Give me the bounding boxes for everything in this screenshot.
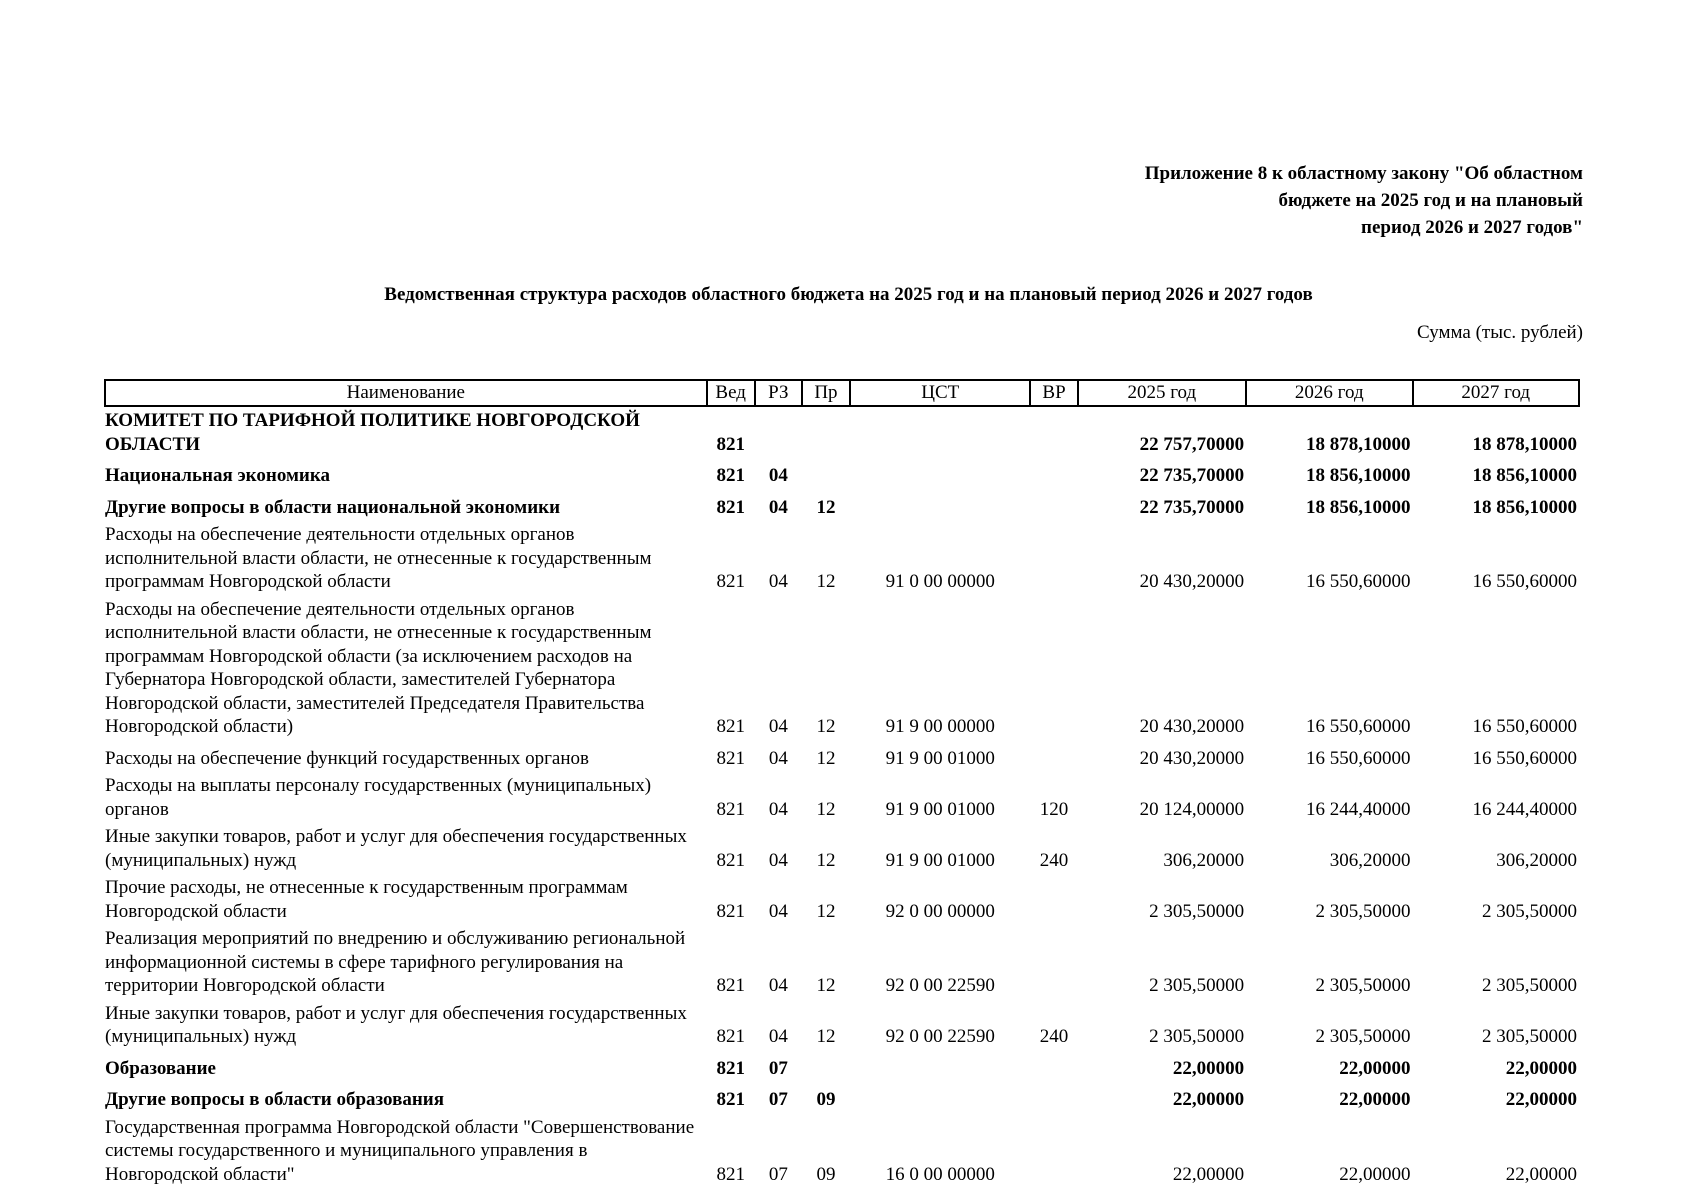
row-vr	[1030, 925, 1077, 1000]
row-ved: 821	[716, 747, 745, 769]
row-ved: 821	[716, 1057, 745, 1079]
table-row	[105, 925, 1579, 1000]
row-amount-2025: 306,20000	[1163, 849, 1245, 871]
row-rz: 04	[768, 465, 788, 486]
row-pr: 12	[816, 849, 836, 871]
appendix-line: Приложение 8 к областному закону "Об областном	[1144, 163, 1583, 184]
row-name: Расходы на обеспечение деятельности отдельных органов исполнительной власти области, не отнесенные к государственным программам Новгородской области	[105, 524, 652, 592]
row-cst: 91 9 00 01000	[885, 849, 995, 871]
row-amount-2026: 306,20000	[1329, 849, 1411, 871]
row-amount-2027: 16 550,60000	[1472, 716, 1577, 737]
row-name: Государственная программа Новгородской области "Совершенствование системы государственного и муниципального управления в Новгородской области"	[105, 1116, 695, 1185]
row-name: Расходы на обеспечение функций государственных органов	[105, 747, 589, 769]
row-cst: 91 9 00 00000	[885, 716, 995, 737]
row-amount-2027: 18 856,10000	[1472, 465, 1577, 486]
row-ved: 821	[716, 1026, 745, 1047]
row-amount-2026: 18 856,10000	[1306, 496, 1411, 518]
table-row	[105, 741, 1579, 773]
row-name: Иные закупки товаров, работ и услуг для обеспечения государственных (муниципальных) нужд	[105, 826, 687, 871]
row-vr	[1030, 1114, 1077, 1189]
row-pr	[802, 458, 850, 490]
row-pr: 12	[816, 1026, 836, 1047]
row-amount-2026: 18 878,10000	[1306, 433, 1411, 455]
row-pr: 12	[816, 496, 836, 518]
row-pr	[802, 1051, 850, 1083]
row-rz: 04	[768, 571, 788, 592]
row-amount-2027: 22,00000	[1505, 1089, 1577, 1110]
row-amount-2026: 16 244,40000	[1306, 798, 1411, 820]
table-row	[105, 772, 1579, 823]
row-name: Иные закупки товаров, работ и услуг для обеспечения государственных (муниципальных) нужд	[105, 1002, 687, 1047]
row-name: Национальная экономика	[105, 465, 331, 486]
row-amount-2027: 16 550,60000	[1472, 571, 1577, 592]
row-cst: 92 0 00 22590	[885, 975, 995, 996]
row-vr	[1030, 874, 1077, 925]
row-amount-2026: 22,00000	[1339, 1057, 1411, 1079]
appendix-note	[983, 160, 1583, 241]
row-vr	[1030, 521, 1077, 596]
row-vr	[1030, 741, 1077, 773]
row-ved: 821	[716, 1089, 745, 1110]
row-amount-2027: 16 550,60000	[1472, 747, 1577, 769]
table-row	[105, 874, 1579, 925]
units-label: Сумма (тыс. рублей)	[1417, 322, 1583, 343]
row-amount-2026: 22,00000	[1339, 1089, 1411, 1110]
table-row	[105, 1114, 1579, 1189]
row-vr	[1030, 490, 1077, 522]
row-amount-2025: 2 305,50000	[1149, 900, 1245, 922]
row-amount-2027: 18 878,10000	[1472, 433, 1577, 455]
column-header-2025: 2025 год	[1078, 380, 1246, 406]
row-amount-2027: 22,00000	[1505, 1057, 1577, 1079]
row-ved: 821	[716, 798, 745, 820]
row-cst: 91 9 00 01000	[885, 747, 995, 769]
column-header-vr: ВР	[1030, 380, 1077, 406]
row-vr	[1030, 406, 1077, 458]
row-amount-2026: 18 856,10000	[1306, 465, 1411, 486]
row-rz: 07	[768, 1163, 788, 1185]
row-ved: 821	[716, 496, 745, 518]
row-rz: 04	[768, 716, 788, 737]
row-cst: 92 0 00 00000	[885, 900, 995, 922]
table-row	[105, 1051, 1579, 1083]
row-cst: 92 0 00 22590	[885, 1026, 995, 1047]
row-vr	[1030, 1082, 1077, 1114]
row-amount-2025: 20 430,20000	[1139, 716, 1245, 737]
row-name: КОМИТЕТ ПО ТАРИФНОЙ ПОЛИТИКЕ НОВГОРОДСКОЙ ОБЛАСТИ	[105, 410, 640, 455]
row-amount-2027: 2 305,50000	[1482, 900, 1577, 922]
row-rz: 04	[768, 849, 788, 871]
row-amount-2027: 2 305,50000	[1482, 1026, 1577, 1047]
row-rz: 04	[768, 496, 788, 518]
row-amount-2027: 22,00000	[1505, 1163, 1577, 1185]
table-row	[105, 521, 1579, 596]
row-rz: 04	[768, 747, 788, 769]
appendix-line: период 2026 и 2027 годов"	[1361, 217, 1583, 238]
row-rz: 04	[768, 798, 788, 820]
row-vr: 120	[1039, 798, 1069, 820]
row-name: Другие вопросы в области образования	[105, 1089, 445, 1110]
row-amount-2025: 2 305,50000	[1149, 1026, 1245, 1047]
row-amount-2026: 16 550,60000	[1306, 571, 1411, 592]
row-name: Образование	[105, 1057, 216, 1079]
row-pr	[802, 406, 850, 458]
column-header-2026: 2026 год	[1246, 380, 1412, 406]
row-amount-2027: 16 244,40000	[1472, 798, 1577, 820]
row-amount-2025: 22 757,70000	[1139, 433, 1245, 455]
row-ved: 821	[716, 433, 745, 455]
column-header-ved: Вед	[707, 380, 755, 406]
row-ved: 821	[716, 716, 745, 737]
row-amount-2026: 2 305,50000	[1315, 900, 1411, 922]
table-row	[105, 406, 1579, 458]
row-amount-2025: 22,00000	[1172, 1163, 1245, 1185]
row-name: Реализация мероприятий по внедрению и обслуживанию региональной информационной системы в сфере тарифного регулирования на территории Новгородской области	[105, 928, 686, 996]
row-rz: 07	[768, 1057, 788, 1079]
row-ved: 821	[716, 900, 745, 922]
row-rz	[755, 406, 802, 458]
table-row	[105, 1082, 1579, 1114]
column-header-2027: 2027 год	[1413, 380, 1580, 406]
table-row	[105, 458, 1579, 490]
row-cst: 91 0 00 00000	[885, 571, 995, 592]
table-row	[105, 596, 1579, 741]
row-amount-2025: 22 735,70000	[1139, 465, 1245, 486]
row-cst: 91 9 00 01000	[885, 798, 995, 820]
row-name: Другие вопросы в области национальной экономики	[105, 496, 561, 518]
row-cst	[850, 458, 1030, 490]
row-amount-2026: 16 550,60000	[1306, 716, 1411, 737]
row-name: Расходы на обеспечение деятельности отдельных органов исполнительной власти области, не отнесенные к государственным программам Новгородской области (за исключением расходов на Губернатора Новгородской области, заместителей Губернатора Новгородской области, заместителей Председателя Правительства Новгородской области)	[105, 598, 652, 737]
row-name: Прочие расходы, не отнесенные к государственным программам Новгородской области	[105, 877, 628, 922]
document-title: Ведомственная структура расходов областного бюджета на 2025 год и на плановый период 2026 и 2027 годов	[384, 284, 1313, 305]
budget-table	[104, 379, 1580, 1188]
row-ved: 821	[716, 571, 745, 592]
table-row	[105, 1000, 1579, 1051]
row-pr: 09	[816, 1089, 836, 1110]
row-name: Расходы на выплаты персоналу государственных (муниципальных) органов	[105, 775, 652, 820]
table-row	[105, 823, 1579, 874]
row-amount-2025: 22,00000	[1172, 1089, 1245, 1110]
row-cst	[850, 1082, 1030, 1114]
row-ved: 821	[716, 849, 745, 871]
row-vr	[1030, 1051, 1077, 1083]
row-cst: 16 0 00 00000	[885, 1163, 995, 1185]
row-amount-2025: 20 124,00000	[1139, 798, 1245, 820]
row-cst	[850, 1051, 1030, 1083]
row-amount-2026: 16 550,60000	[1306, 747, 1411, 769]
appendix-line: бюджете на 2025 год и на плановый	[1278, 190, 1583, 211]
row-ved: 821	[716, 975, 745, 996]
column-header-rz: РЗ	[755, 380, 802, 406]
table-header-row	[105, 380, 1579, 406]
row-rz: 04	[768, 1026, 788, 1047]
row-pr: 09	[816, 1163, 836, 1185]
row-amount-2025: 22,00000	[1172, 1057, 1245, 1079]
row-amount-2026: 22,00000	[1339, 1163, 1411, 1185]
row-amount-2027: 2 305,50000	[1482, 975, 1577, 996]
row-ved: 821	[716, 465, 745, 486]
row-pr: 12	[816, 571, 836, 592]
row-rz: 04	[768, 975, 788, 996]
row-pr: 12	[816, 975, 836, 996]
column-header-pr: Пр	[802, 380, 850, 406]
row-amount-2026: 2 305,50000	[1315, 975, 1411, 996]
table-row	[105, 490, 1579, 522]
row-amount-2026: 2 305,50000	[1315, 1026, 1411, 1047]
row-rz: 04	[768, 900, 788, 922]
row-cst	[850, 490, 1030, 522]
row-pr: 12	[816, 716, 836, 737]
column-header-name: Наименование	[105, 380, 707, 406]
row-amount-2027: 306,20000	[1496, 849, 1577, 871]
row-ved: 821	[716, 1163, 745, 1185]
row-vr: 240	[1039, 849, 1069, 871]
row-amount-2025: 22 735,70000	[1139, 496, 1245, 518]
row-rz: 07	[768, 1089, 788, 1110]
row-amount-2027: 18 856,10000	[1472, 496, 1577, 518]
row-pr: 12	[816, 798, 836, 820]
column-header-cst: ЦСТ	[850, 380, 1030, 406]
row-vr: 240	[1039, 1026, 1069, 1047]
row-amount-2025: 2 305,50000	[1149, 975, 1245, 996]
row-pr: 12	[816, 747, 836, 769]
row-pr: 12	[816, 900, 836, 922]
row-amount-2025: 20 430,20000	[1139, 747, 1245, 769]
row-vr	[1030, 458, 1077, 490]
row-amount-2025: 20 430,20000	[1139, 571, 1245, 592]
row-cst	[850, 406, 1030, 458]
row-vr	[1030, 596, 1077, 741]
